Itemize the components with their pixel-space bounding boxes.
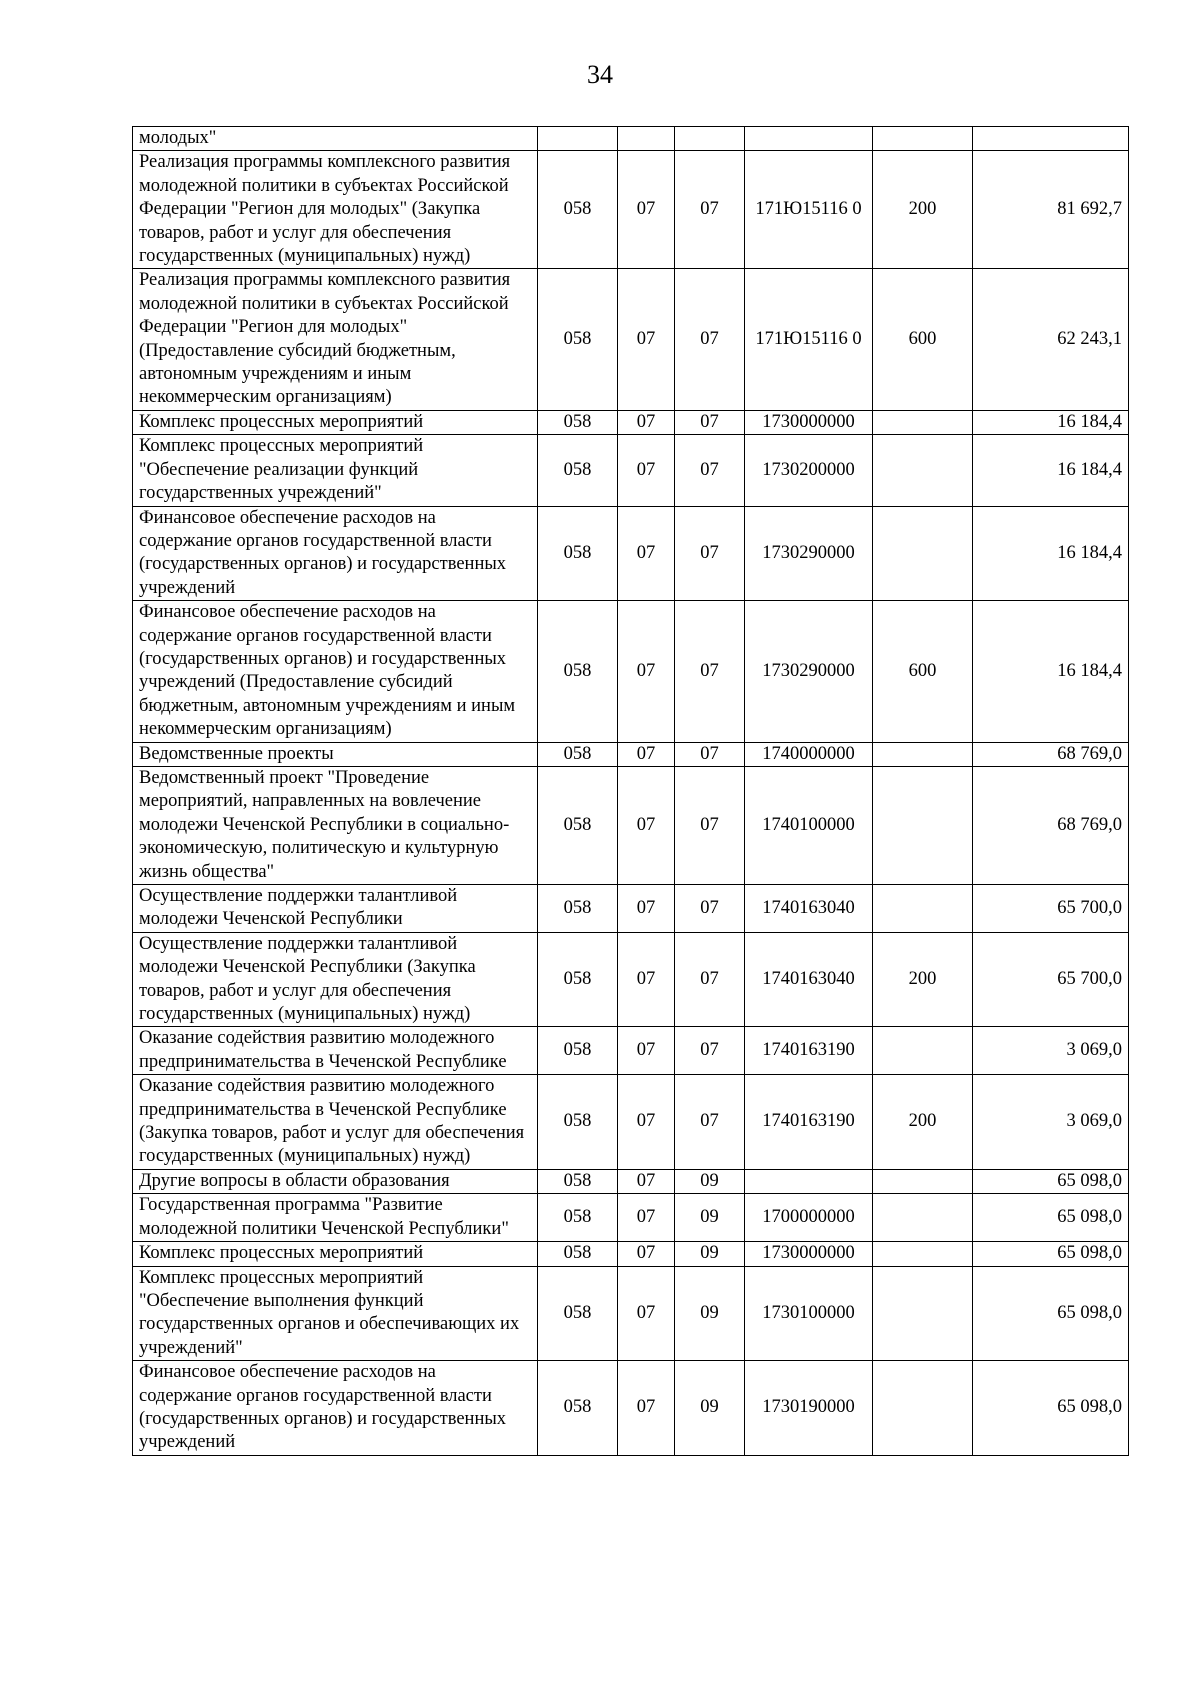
target-article-cell: 1740000000 [745, 742, 873, 766]
name-cell: Комплекс процессных мероприятий "Обеспечение выполнения функций государственных органов и обеспечивающих их учреждений" [133, 1266, 538, 1361]
table-row [133, 601, 1129, 742]
ved-code-cell: 058 [538, 932, 618, 1027]
table-row [133, 1242, 1129, 1266]
amount-cell: 65 700,0 [973, 885, 1129, 933]
section-code-cell: 07 [618, 1266, 675, 1361]
table-row [133, 269, 1129, 410]
target-article-cell: 1730190000 [745, 1361, 873, 1456]
page-number: 34 [587, 60, 613, 89]
subsection-code-cell: 07 [675, 151, 745, 269]
section-code-cell: 07 [618, 766, 675, 884]
amount-cell: 65 098,0 [973, 1194, 1129, 1242]
budget-table [132, 126, 1129, 1456]
expense-type-cell [873, 1027, 973, 1075]
section-code-cell: 07 [618, 435, 675, 506]
subsection-code-cell: 09 [675, 1169, 745, 1193]
expense-type-cell [873, 1169, 973, 1193]
subsection-code-cell [675, 127, 745, 151]
name-cell: Оказание содействия развитию молодежного предпринимательства в Чеченской Республике [133, 1027, 538, 1075]
ved-code-cell: 058 [538, 1361, 618, 1456]
table-body [133, 127, 1129, 1456]
table-row [133, 742, 1129, 766]
target-article-cell: 1730290000 [745, 506, 873, 601]
subsection-code-cell: 07 [675, 435, 745, 506]
section-code-cell: 07 [618, 151, 675, 269]
table-row [133, 885, 1129, 933]
section-code-cell: 07 [618, 1027, 675, 1075]
subsection-code-cell: 09 [675, 1266, 745, 1361]
name-cell: Финансовое обеспечение расходов на содержание органов государственной власти (государственных органов) и государственных учреждений [133, 1361, 538, 1456]
subsection-code-cell: 09 [675, 1361, 745, 1456]
name-cell: Другие вопросы в области образования [133, 1169, 538, 1193]
subsection-code-cell: 07 [675, 766, 745, 884]
subsection-code-cell: 07 [675, 269, 745, 410]
subsection-code-cell: 09 [675, 1242, 745, 1266]
section-code-cell: 07 [618, 885, 675, 933]
expense-type-cell [873, 742, 973, 766]
amount-cell: 3 069,0 [973, 1075, 1129, 1170]
target-article-cell: 171Ю15116 0 [745, 269, 873, 410]
target-article-cell: 1740163040 [745, 932, 873, 1027]
target-article-cell: 171Ю15116 0 [745, 151, 873, 269]
target-article-cell: 1730000000 [745, 1242, 873, 1266]
amount-cell: 16 184,4 [973, 435, 1129, 506]
section-code-cell: 07 [618, 1361, 675, 1456]
expense-type-cell [873, 1194, 973, 1242]
table-row [133, 506, 1129, 601]
subsection-code-cell: 07 [675, 410, 745, 434]
name-cell: Комплекс процессных мероприятий [133, 1242, 538, 1266]
ved-code-cell: 058 [538, 1169, 618, 1193]
table-row [133, 932, 1129, 1027]
target-article-cell: 1730100000 [745, 1266, 873, 1361]
table-row [133, 1027, 1129, 1075]
target-article-cell: 1740163040 [745, 885, 873, 933]
amount-cell: 68 769,0 [973, 742, 1129, 766]
table-row [133, 1266, 1129, 1361]
ved-code-cell: 058 [538, 506, 618, 601]
name-cell: Финансовое обеспечение расходов на содержание органов государственной власти (государственных органов) и государственных учреждений (Предоставление субсидий бюджетным, автономным учреждениям и иным некоммерческим организациям) [133, 601, 538, 742]
name-cell: Государственная программа "Развитие молодежной политики Чеченской Республики" [133, 1194, 538, 1242]
section-code-cell: 07 [618, 1075, 675, 1170]
expense-type-cell [873, 127, 973, 151]
subsection-code-cell: 07 [675, 506, 745, 601]
subsection-code-cell: 07 [675, 932, 745, 1027]
expense-type-cell [873, 435, 973, 506]
section-code-cell [618, 127, 675, 151]
subsection-code-cell: 07 [675, 601, 745, 742]
expense-type-cell [873, 885, 973, 933]
section-code-cell: 07 [618, 506, 675, 601]
amount-cell: 65 098,0 [973, 1266, 1129, 1361]
name-cell: Ведомственные проекты [133, 742, 538, 766]
table-row [133, 1075, 1129, 1170]
expense-type-cell [873, 1242, 973, 1266]
amount-cell [973, 127, 1129, 151]
expense-type-cell: 600 [873, 269, 973, 410]
section-code-cell: 07 [618, 601, 675, 742]
ved-code-cell: 058 [538, 151, 618, 269]
ved-code-cell: 058 [538, 1075, 618, 1170]
expense-type-cell: 200 [873, 151, 973, 269]
subsection-code-cell: 07 [675, 742, 745, 766]
name-cell: Реализация программы комплексного развития молодежной политики в субъектах Российской Федерации "Регион для молодых" (Закупка товаров, работ и услуг для обеспечения государственных (муниципальных) нужд) [133, 151, 538, 269]
amount-cell: 81 692,7 [973, 151, 1129, 269]
table-row [133, 1194, 1129, 1242]
subsection-code-cell: 07 [675, 885, 745, 933]
section-code-cell: 07 [618, 269, 675, 410]
amount-cell: 16 184,4 [973, 601, 1129, 742]
table-row [133, 127, 1129, 151]
amount-cell: 16 184,4 [973, 506, 1129, 601]
amount-cell: 68 769,0 [973, 766, 1129, 884]
name-cell: Осуществление поддержки талантливой молодежи Чеченской Республики (Закупка товаров, работ и услуг для обеспечения государственных (муниципальных) нужд) [133, 932, 538, 1027]
ved-code-cell [538, 127, 618, 151]
name-cell: Реализация программы комплексного развития молодежной политики в субъектах Российской Федерации "Регион для молодых" (Предоставление субсидий бюджетным, автономным учреждениям и иным некоммерческим организациям) [133, 269, 538, 410]
ved-code-cell: 058 [538, 269, 618, 410]
amount-cell: 62 243,1 [973, 269, 1129, 410]
expense-type-cell [873, 1361, 973, 1456]
name-cell: Ведомственный проект "Проведение мероприятий, направленных на вовлечение молодежи Чеченской Республики в социально-экономическую, политическую и культурную жизнь общества" [133, 766, 538, 884]
table-row [133, 1169, 1129, 1193]
expense-type-cell [873, 410, 973, 434]
target-article-cell: 1740163190 [745, 1027, 873, 1075]
expense-type-cell [873, 506, 973, 601]
target-article-cell [745, 127, 873, 151]
section-code-cell: 07 [618, 932, 675, 1027]
ved-code-cell: 058 [538, 601, 618, 742]
ved-code-cell: 058 [538, 1194, 618, 1242]
section-code-cell: 07 [618, 1169, 675, 1193]
table-row [133, 435, 1129, 506]
ved-code-cell: 058 [538, 742, 618, 766]
expense-type-cell: 200 [873, 1075, 973, 1170]
amount-cell: 65 700,0 [973, 932, 1129, 1027]
name-cell: молодых" [133, 127, 538, 151]
subsection-code-cell: 07 [675, 1075, 745, 1170]
amount-cell: 65 098,0 [973, 1169, 1129, 1193]
amount-cell: 65 098,0 [973, 1361, 1129, 1456]
table-row [133, 410, 1129, 434]
ved-code-cell: 058 [538, 1027, 618, 1075]
ved-code-cell: 058 [538, 766, 618, 884]
ved-code-cell: 058 [538, 1242, 618, 1266]
target-article-cell: 1740100000 [745, 766, 873, 884]
name-cell: Осуществление поддержки талантливой молодежи Чеченской Республики [133, 885, 538, 933]
expense-type-cell: 200 [873, 932, 973, 1027]
table-row [133, 1361, 1129, 1456]
target-article-cell [745, 1169, 873, 1193]
target-article-cell: 1730290000 [745, 601, 873, 742]
ved-code-cell: 058 [538, 410, 618, 434]
expense-type-cell [873, 766, 973, 884]
table-row [133, 766, 1129, 884]
ved-code-cell: 058 [538, 435, 618, 506]
target-article-cell: 1730200000 [745, 435, 873, 506]
amount-cell: 3 069,0 [973, 1027, 1129, 1075]
section-code-cell: 07 [618, 1242, 675, 1266]
expense-type-cell: 600 [873, 601, 973, 742]
name-cell: Комплекс процессных мероприятий "Обеспечение реализации функций государственных учреждений" [133, 435, 538, 506]
section-code-cell: 07 [618, 1194, 675, 1242]
amount-cell: 16 184,4 [973, 410, 1129, 434]
target-article-cell: 1700000000 [745, 1194, 873, 1242]
section-code-cell: 07 [618, 410, 675, 434]
target-article-cell: 1730000000 [745, 410, 873, 434]
table-row [133, 151, 1129, 269]
expense-type-cell [873, 1266, 973, 1361]
section-code-cell: 07 [618, 742, 675, 766]
amount-cell: 65 098,0 [973, 1242, 1129, 1266]
name-cell: Оказание содействия развитию молодежного предпринимательства в Чеченской Республике (Закупка товаров, работ и услуг для обеспечения государственных (муниципальных) нужд) [133, 1075, 538, 1170]
name-cell: Финансовое обеспечение расходов на содержание органов государственной власти (государственных органов) и государственных учреждений [133, 506, 538, 601]
name-cell: Комплекс процессных мероприятий [133, 410, 538, 434]
ved-code-cell: 058 [538, 885, 618, 933]
ved-code-cell: 058 [538, 1266, 618, 1361]
subsection-code-cell: 09 [675, 1194, 745, 1242]
target-article-cell: 1740163190 [745, 1075, 873, 1170]
subsection-code-cell: 07 [675, 1027, 745, 1075]
